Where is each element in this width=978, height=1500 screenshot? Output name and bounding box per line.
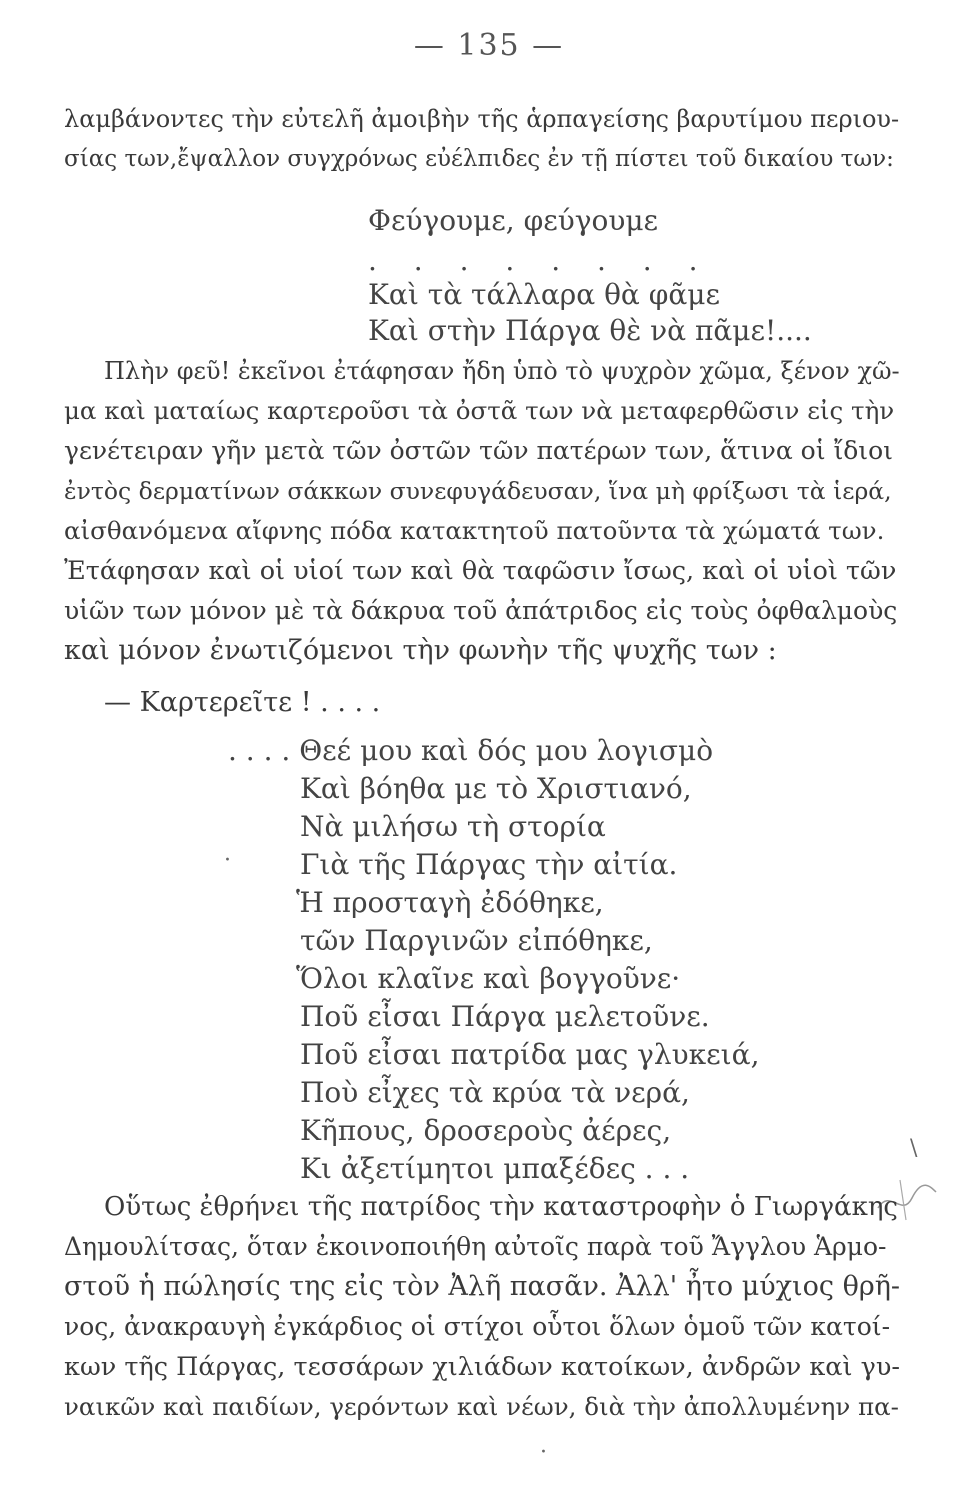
verse-line: Ἡ προσταγὴ ἐδόθηκε, bbox=[296, 886, 604, 919]
text-line: ναικῶν καὶ παιδίων, γερόντων καὶ νέων, διὰ τὴν ἀπολλυμένην πα- bbox=[64, 1392, 899, 1421]
text-line: καὶ μόνον ἐνωτιζόμενοι τὴν φωνὴν τῆς ψυχῆς των : bbox=[64, 635, 777, 666]
verse-line: Κι ἀξετίμητοι μπαξέδες . . . bbox=[300, 1152, 690, 1185]
verse-line: Ὅλοι κλαῖνε καὶ βογγοῦνε· bbox=[296, 962, 681, 995]
text-line: σίας των,ἔψαλλον συγχρόνως εὐέλπιδες ἐν τῇ πίστει τοῦ δικαίου των: bbox=[64, 146, 894, 172]
text-line: κων τῆς Πάργας, τεσσάρων χιλιάδων κατοίκων, ἀνδρῶν καὶ γυ- bbox=[64, 1352, 900, 1382]
stray-dash: \ bbox=[910, 1136, 918, 1161]
verse-line: Κῆπους, δροσεροὺς ἀέρες, bbox=[300, 1114, 672, 1147]
verse-line: Νὰ μιλήσω τὴ στορία bbox=[300, 810, 606, 843]
verse-line: Καὶ στὴν Πάργα θὲ νὰ πᾶμε!.... bbox=[368, 314, 812, 347]
text-line: νος, ἀνακραυγὴ ἐγκάρδιος οἱ στίχοι οὗτοι ὅλων ὁμοῦ τῶν κατοί- bbox=[64, 1312, 891, 1341]
text-line: Πλὴν φεῦ! ἐκεῖνοι ἐτάφησαν ἤδη ὑπὸ τὸ ψυχρὸν χῶμα, ξένον χῶ- bbox=[104, 357, 900, 385]
text-line: ἐντὸς δερματίνων σάκκων συνεφυγάδευσαν, ἵνα μὴ φρίξωσι τὰ ἱερά, bbox=[64, 477, 892, 505]
text-line: λαμβάνοντες τὴν εὐτελῆ ἀμοιβὴν τῆς ἁρπαγείσης βαρυτίμου περιου- bbox=[64, 105, 900, 133]
verse-line: Φεύγουμε, φεύγουμε bbox=[368, 204, 659, 237]
text-line: γενέτειραν γῆν μετὰ τῶν ὀστῶν τῶν πατέρων των, ἅτινα οἱ ἴδιοι bbox=[64, 436, 893, 465]
verse-line: Καὶ βόηθα με τὸ Χριστιανό, bbox=[300, 772, 692, 805]
verse-line: . . . . Θεέ μου καὶ δός μου λογισμὸ bbox=[228, 734, 714, 767]
verse-line: Γιὰ τῆς Πάργας τὴν αἰτία. bbox=[300, 848, 678, 881]
text-line: Ἐτάφησαν καὶ οἱ υἱοί των καὶ θὰ ταφῶσιν ἴσως, καὶ οἱ υἱοὶ τῶν bbox=[64, 556, 897, 586]
exclamation-line: — Καρτερεῖτε ! . . . . bbox=[104, 687, 381, 718]
text-line: στοῦ ἡ πώλησίς της εἰς τὸν Ἀλῆ πασᾶν. Ἀλλ' ἦτο μύχιος θρῆ- bbox=[64, 1271, 900, 1302]
text-line: αἰσθανόμενα αἴφνης πόδα κατακτητοῦ πατοῦντα τὰ χώματά των. bbox=[64, 516, 885, 545]
text-line: Οὕτως ἐθρήνει τῆς πατρίδος τὴν καταστροφὴν ὁ Γιωργάκης bbox=[104, 1192, 898, 1222]
verse-line: Ποῦ εἶσαι Πάργα μελετοῦνε. bbox=[300, 1000, 710, 1033]
text-line: υἱῶν των μόνον μὲ τὰ δάκρυα τοῦ ἀπάτριδος εἰς τοὺς ὀφθαλμοὺς bbox=[64, 596, 898, 625]
verse-line: Ποὺ εἶχες τὰ κρύα τὰ νερά, bbox=[300, 1076, 690, 1109]
verse-ellipsis: . . . . . . . . bbox=[368, 244, 712, 277]
text-line: μα καὶ ματαίως καρτεροῦσι τὰ ὀστᾶ των νὰ μεταφερθῶσιν εἰς τὴν bbox=[64, 396, 895, 425]
verse-line: Ποῦ εἶσαι πατρίδα μας γλυκειά, bbox=[300, 1038, 760, 1071]
text-line: Δημουλίτσας, ὅταν ἐκοινοποιήθη αὐτοῖς παρὰ τοῦ Ἄγγλου Ἁρμο- bbox=[64, 1232, 887, 1261]
page-number: — 135 — bbox=[413, 28, 565, 63]
stray-dot: · bbox=[224, 848, 231, 873]
stray-dot: · bbox=[540, 1440, 547, 1465]
verse-line: τῶν Παργινῶν εἰπόθηκε, bbox=[300, 924, 653, 957]
verse-line: Καὶ τὰ τάλλαρα θὰ φᾶμε bbox=[368, 278, 720, 311]
